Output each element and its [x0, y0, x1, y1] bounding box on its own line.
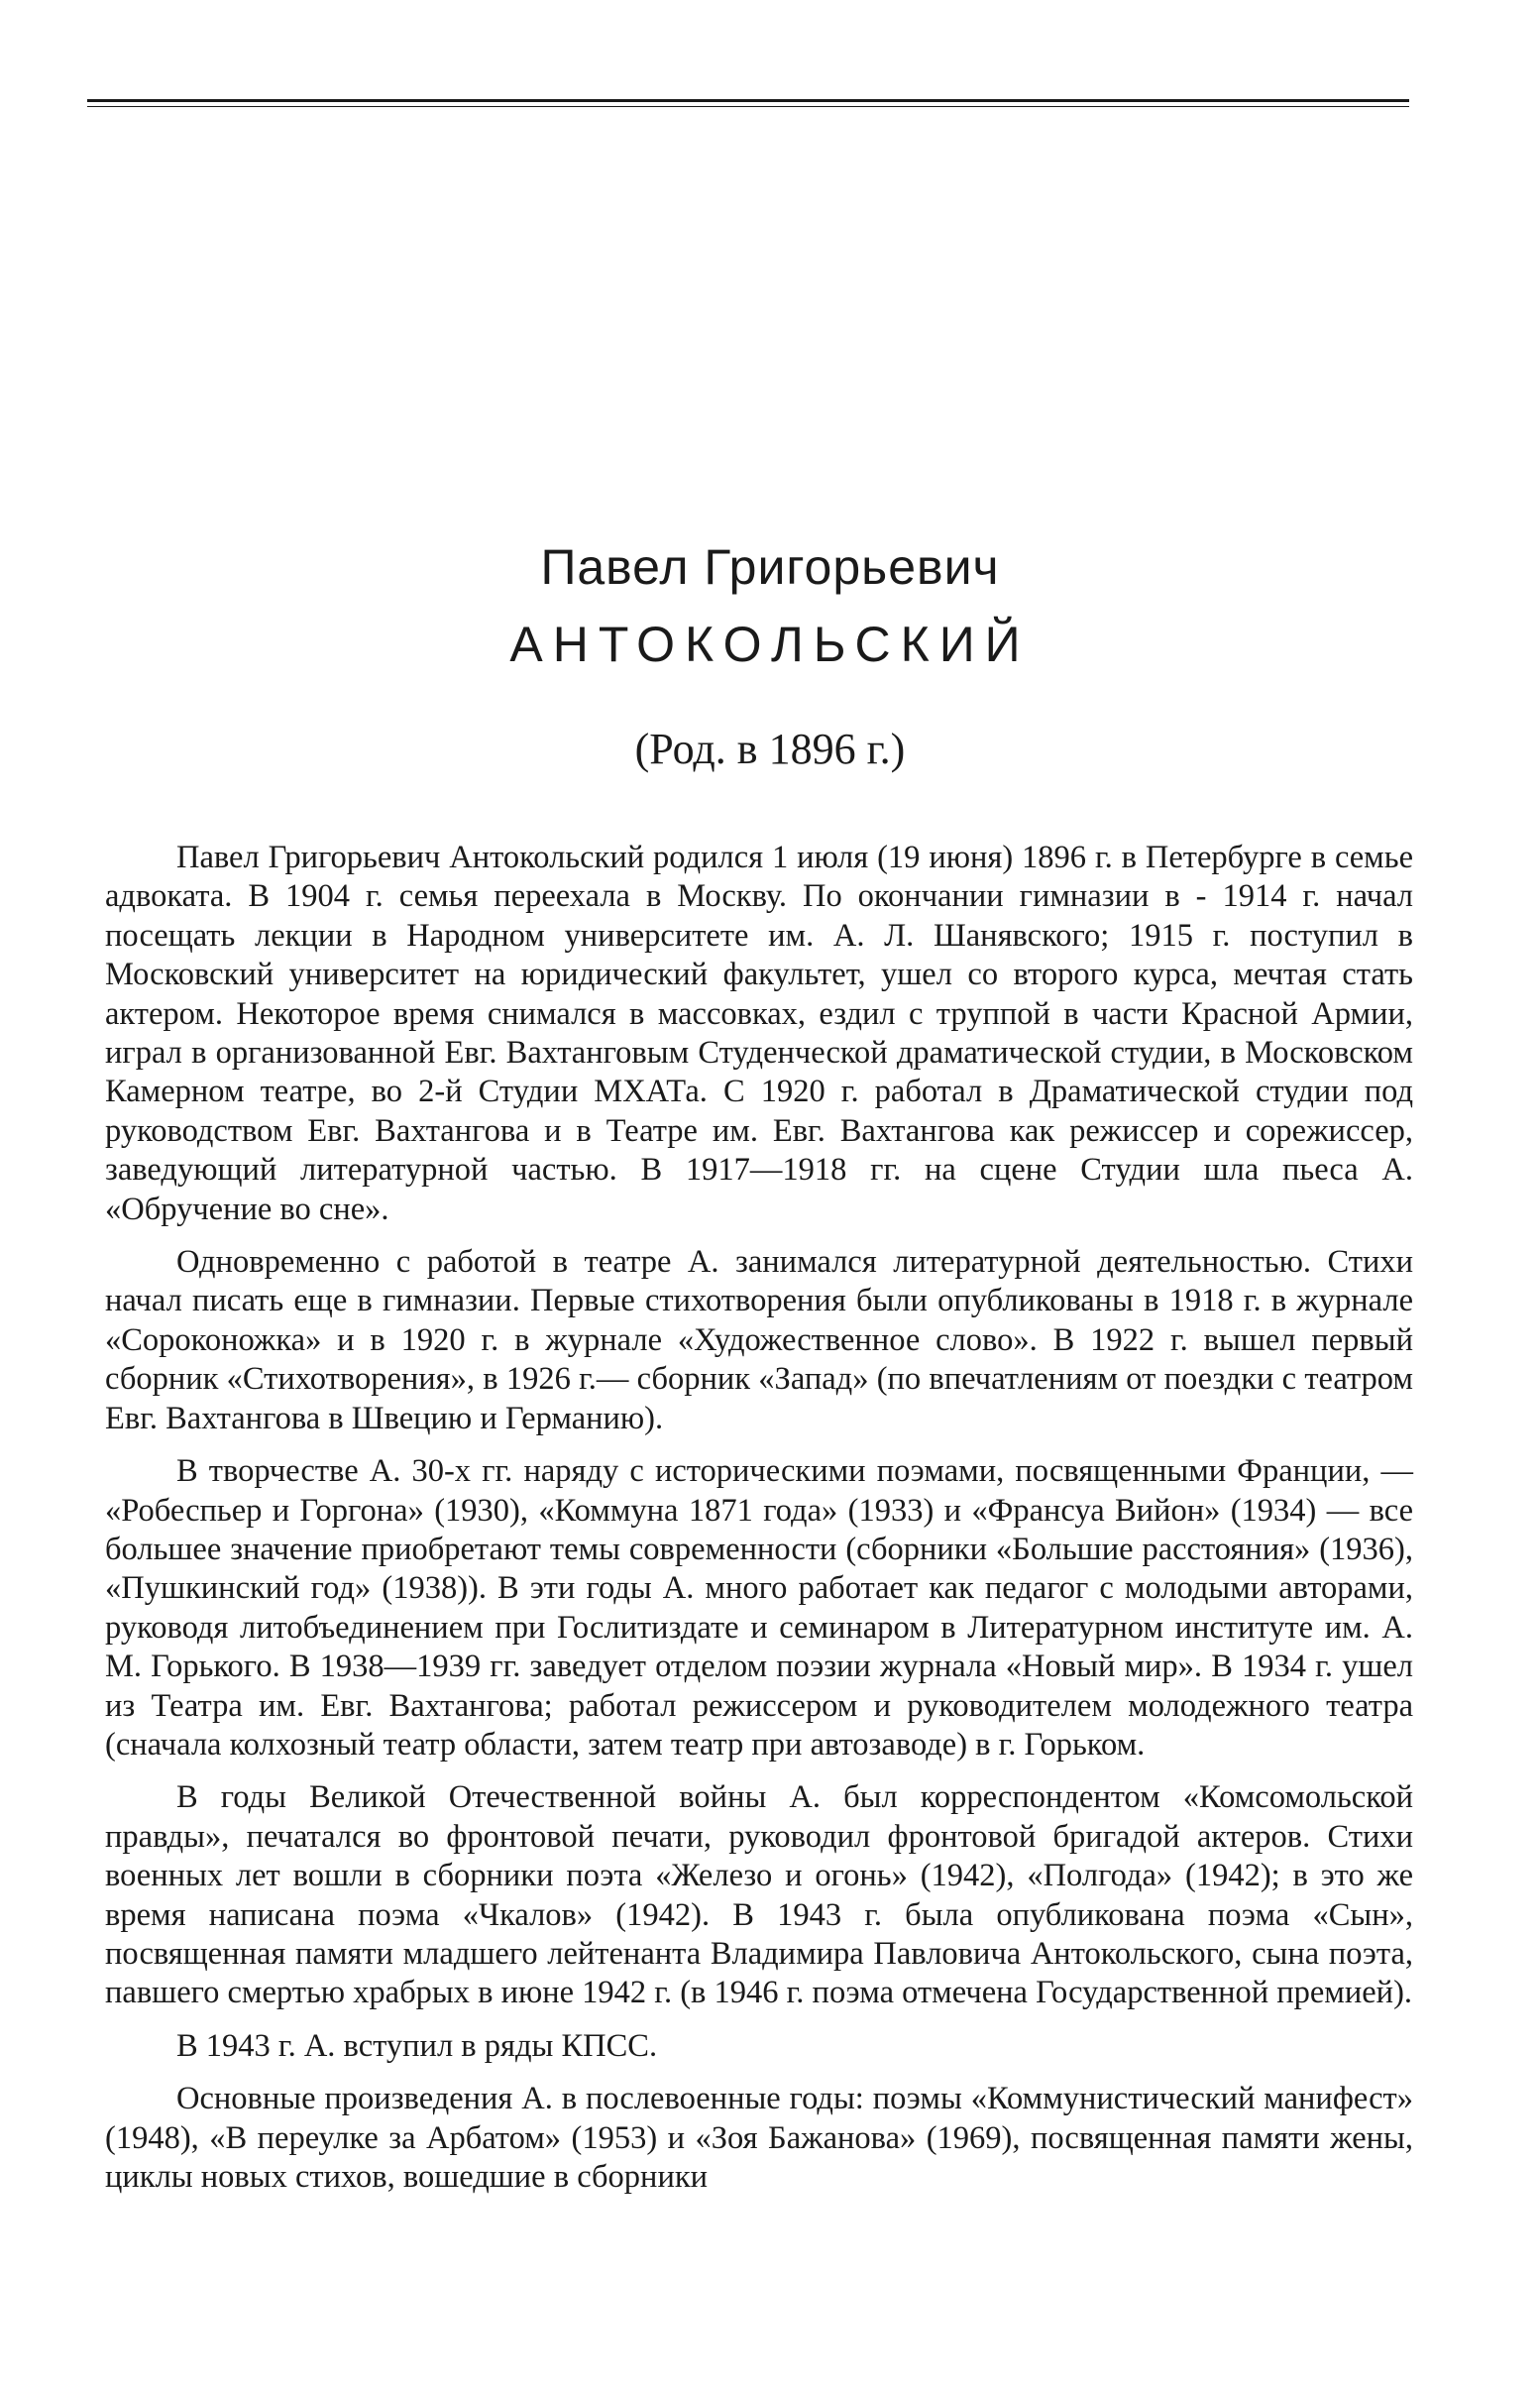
biography-text: [105, 839, 1413, 2211]
paragraph: В годы Великой Отечественной войны А. был корреспондентом «Комсомольской правды», печатался во фронтовой печати, руководил фронтовой бригадой актеров. Стихи военных лет вошли в сборники поэта «Железо и огонь» (1942), «Полгода» (1942); в это же время написана поэма «Чкалов» (1942). В 1943 г. была опубликована поэма «Сын», посвященная памяти младшего лейтенанта Владимира Павловича Антокольского, сына поэта, павшего смертью храбрых в июне 1942 г. (в 1946 г. поэма отмечена Государственной премией).: [105, 1779, 1413, 2011]
paragraph: Одновременно с работой в театре А. занимался литературной деятельностью. Стихи начал писать еще в гимназии. Первые стихотворения были опубликованы в 1918 г. в журнале «Сороконожка» и в 1920 г. в журнале «Художественное слово». В 1922 г. вышел первый сборник «Стихотворения», в 1926 г.— сборник «Запад» (по впечатлениям от поездки с театром Евг. Вахтангова в Швецию и Германию).: [105, 1244, 1413, 1436]
article-heading: [0, 535, 1540, 676]
top-rule-thick: [87, 99, 1409, 102]
paragraph: Павел Григорьевич Антокольский родился 1 июля (19 июня) 1896 г. в Петербурге в семье адвоката. В 1904 г. семья переехала в Москву. По окончании гимназии в - 1914 г. начал посещать лекции в Народном университете им. А. Л. Шанявского; 1915 г. поступил в Московский университет на юридический факультет, ушел со второго курса, мечтая стать актером. Некоторое время снимался в массовках, ездил с труппой в части Красной Армии, играл в организованной Евг. Вахтанговым Студенческой драматической студии, в Московском Камерном театре, во 2-й Студии МХАТа. С 1920 г. работал в Драматической студии под руководством Евг. Вахтангова и в Театре им. Евг. Вахтангова как режиссер и сорежиссер, заведующий литературной частью. В 1917—1918 гг. на сцене Студии шла пьеса А. «Обручение во сне».: [105, 840, 1413, 1227]
birth-year: (Род. в 1896 г.): [634, 725, 906, 773]
paragraph: Основные произведения А. в послевоенные годы: поэмы «Коммунистический манифест» (1948), «В переулке за Арбатом» (1953) и «Зоя Бажанова» (1969), посвященная памяти жены, циклы новых стихов, вошедшие в сборники: [105, 2081, 1413, 2195]
author-surname: АНТОКОЛЬСКИЙ: [509, 617, 1031, 672]
top-rule: [87, 99, 1409, 109]
author-first-names: Павел Григорьевич: [540, 539, 1000, 595]
top-rule-thin: [87, 106, 1409, 107]
paragraph: В творчестве А. 30-х гг. наряду с историческими поэмами, посвященными Франции, — «Робеспьер и Горгона» (1930), «Коммуна 1871 года» (1933) и «Франсуа Вийон» (1934) — все большее значение приобретают темы современности (сборники «Большие расстояния» (1936), «Пушкинский год» (1938)). В эти годы А. много работает как педагог с молодыми авторами, руководя литобъединением при Гослитиздате и семинаром в Литературном институте им. А. М. Горького. В 1938—1939 гг. заведует отделом поэзии журнала «Новый мир». В 1934 г. ушел из Театра им. Евг. Вахтангова; работал режиссером и руководителем молодежного театра (сначала колхозный театр области, затем театр при автозаводе) в г. Горьком.: [105, 1453, 1413, 1763]
paragraph: В 1943 г. А. вступил в ряды КПСС.: [176, 2027, 658, 2064]
